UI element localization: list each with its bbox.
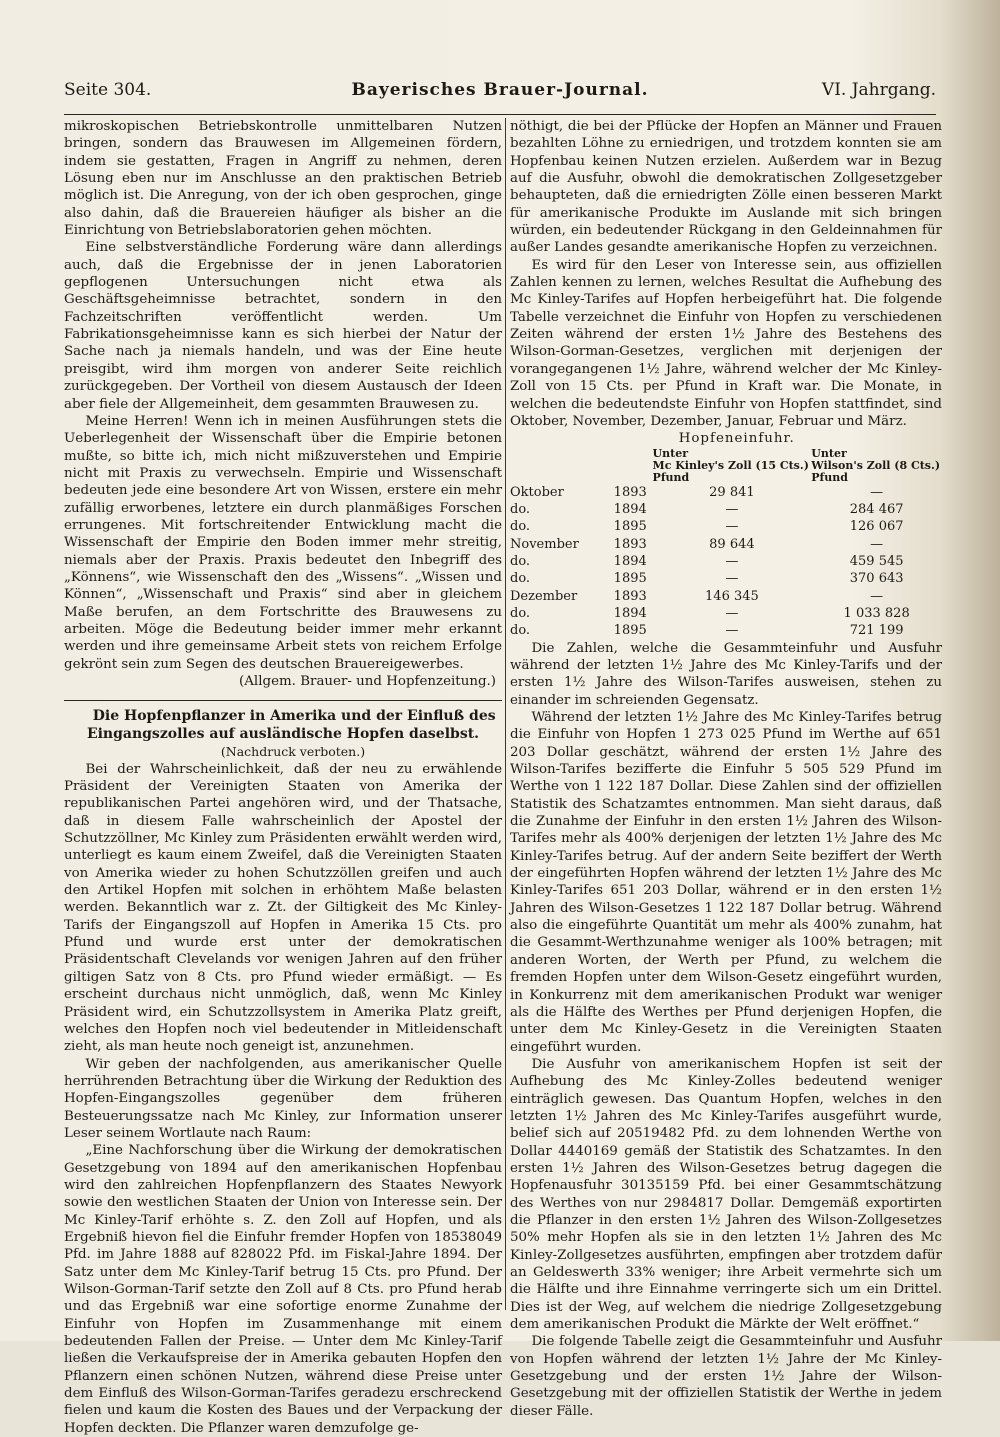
year-cell: 1894 [613,605,647,621]
source-note: (Allgem. Brauer- und Hopfenzeitung.) [239,674,496,689]
paragraph: Die Zahlen, welche die Gesammteinfuhr und Ausfuhr während der letzten 1½ Jahre des Mc Kinley-Tarifs und der ersten 1½ Jahre des Wilson-Tarifes ausweisen, stehen zu einander im schreienden Gegensatz. [510,640,942,708]
table-row [510,553,942,570]
year-cell: 1893 [613,588,647,604]
month-cell: November [510,536,579,552]
wilson-cell: — [870,588,884,604]
month-cell: do. [510,519,531,535]
section-rule [64,700,502,701]
year-cell: 1894 [613,553,647,569]
wilson-cell: 284 467 [849,501,904,517]
table-header-row [510,448,942,484]
year-cell: 1895 [613,623,647,639]
mckinley-cell: — [725,571,739,587]
paragraph: Meine Herren! Wenn ich in meinen Ausführungen stets die Ueberlegenheit der Wissenschaft über die Empirie betonen mußte, so bitte ich, mich nicht mißzuverstehen und Empirie nicht mit Praxis zu verwechseln. Empirie und Wissenschaft bedeuten jede eine besondere Art von Wissen, erstere ein mehr zufällig erworbenes, letztere ein durch planmäßiges Forschen errungenes. Mit fortschreitender Entwicklung macht die Wissenschaft der Empirie den Boden immer mehr streitig, niemals aber der Praxis. Praxis bedeutet den Inbegriff des „Könnens“, wie Wissenschaft den des „Wissens“. „Wissen und Können“, „Wissenschaft und Praxis“ sind aber in gleichem Maße berufen, an dem Fortschritte des Brauwesens zu arbeiten. Möge die Bedeutung beider immer mehr erkannt werden und ihre gemeinsame Arbeit stets von reichem Erfolge gekrönt sein zum Segen des deutschen Brauereigewerbes. [64,413,502,672]
table-row [510,622,942,639]
table-row [510,605,942,622]
table-row [510,501,942,518]
volume-label: VI. Jahrgang. [821,80,936,100]
mckinley-cell: 146 345 [705,588,759,604]
journal-title: Bayerisches Brauer-Journal. [351,80,649,100]
paragraph: Es wird für den Leser von Interesse sein, aus offiziellen Zahlen kennen zu lernen, welches Resultat die Aufhebung des Mc Kinley-Tarifes auf Hopfen herbeigeführt hat. Die folgende Tabelle verzeichnet die Einfuhr von Hopfen zu verschiedenen Zeiten während der ersten 1½ Jahre des Bestehens des Wilson-Gorman-Gesetzes, verglichen mit derjenigen der vorangegangenen 1½ Jahre, während welcher der Mc Kinley-Zoll von 15 Cts. per Pfund in Kraft war. Die Monate, in welchen die bedeutendste Einfuhr von Hopfen stattfindet, sind Oktober, November, Dezember, Januar, Februar und März. [510,257,942,429]
header-line: Mc Kinley's Zoll (15 Cts.) [652,458,809,472]
column-divider [505,118,506,1310]
table-row [510,518,942,535]
mckinley-cell: 89 644 [709,536,755,552]
paragraph: mikroskopischen Betriebskontrolle unmittelbaren Nutzen bringen, sondern das Brauwesen im Allgemeinen fördern, indem sie gestatten, Fragen in Angriff zu nehmen, deren Lösung eben nur im Anschlusse an den praktischen Betrieb möglich ist. Die Anregung, von der ich oben gesprochen, ginge also dahin, daß die Brauereien häufiger als bisher an die Einrichtung von Betriebslaboratorien gehen möchten. [64,119,502,239]
month-cell: do. [510,553,531,569]
wilson-cell: 370 643 [849,571,904,587]
table-row [510,570,942,587]
mckinley-column-header [653,448,812,484]
mckinley-cell: — [725,553,739,569]
table-row [510,484,942,501]
reprint-note: (Nachdruck verboten.) [220,744,366,760]
header-line: Pfund [811,470,848,484]
table-row [510,536,942,553]
year-cell: 1894 [613,501,647,517]
paragraph: nöthigt, die bei der Pflücke der Hopfen an Männer und Frauen bezahlten Löhne zu erniedrigen, und trotzdem konnten sie am Hopfenbau keinen Nutzen erzielen. Außerdem war in Bezug auf die Ausfuhr, obwohl die demokratischen Zollgesetzgeber behaupteten, daß die erniedrigten Zölle einen besseren Markt für amerikanische Produkte im Auslande mit sich bringen würden, ein bedeutender Rückgang in den Geldeinnahmen für außer Landes gesandte amerikanische Hopfen zu verzeichnen. [510,119,942,256]
page-number: Seite 304. [64,80,152,100]
mckinley-cell: — [725,501,739,517]
header-line: Unter [811,446,847,460]
article-title: Die Hopfenpflanzer in Amerika und der Einfluß des Eingangszolles auf ausländische Hopfen daselbst. [86,708,496,743]
wilson-cell: — [870,536,884,552]
header-line: Pfund [652,470,690,484]
year-cell: 1895 [613,519,647,535]
paragraph: Während der letzten 1½ Jahre des Mc Kinley-Tarifes betrug die Einfuhr von Hopfen 1 273 025 Pfund im Werthe auf 651 203 Dollar geschätzt, während der ersten 1½ Jahre des Wilson-Tarifes bezifferte die Einfuhr 5 505 529 Pfund im Werthe von 1 122 187 Dollar. Diese Zahlen sind der offiziellen Statistik des Schatzamtes entnommen. Man sieht daraus, daß die Zunahme der Einfuhr in den ersten 1½ Jahren des Wilson-Tarifes mehr als 400% derjenigen der letzten 1½ Jahre des Mc Kinley-Tarifes betrug. Auf der andern Seite beziffert der Werth der eingeführten Hopfen während der letzten 1½ Jahre des Mc Kinley-Tarifes 651 203 Dollar, während er in den ersten 1½ Jahren des Wilson-Gesetzes 1 122 187 Dollar betrug. Während also die eingeführte Quantität um mehr als 400% zunahm, hat die Gesammt-Werthzunahme weniger als 100% betragen; mit anderen Worten, der Werth per Pfund, zu welchem die fremden Hopfen unter dem Wilson-Gesetz eingeführt wurden, in Konkurrenz mit dem amerikanischen Produkt war weniger als die Hälfte des Werthes per Pfund derjenigen Hopfen, die unter dem Mc Kinley-Gesetz in die Vereinigten Staaten eingeführt wurden. [510,710,942,1055]
wilson-cell: 721 199 [849,623,904,639]
wilson-cell: — [870,484,884,500]
header-line: Wilson's Zoll (8 Cts.) [811,458,941,472]
mckinley-cell: — [725,623,739,639]
month-cell: do. [510,501,531,517]
right-column [510,118,942,1420]
mckinley-cell: 29 841 [709,484,755,500]
month-cell: do. [510,571,531,587]
left-column [64,118,502,1437]
year-cell: 1893 [613,484,647,500]
header-line: Unter [652,446,689,460]
paragraph: Die Ausfuhr von amerikanischem Hopfen ist seit der Aufhebung des Mc Kinley-Zolles bedeutend weniger einträglich gewesen. Das Quantum Hopfen, welches in den letzten 1½ Jahren des Mc Kinley-Tarifes ausgeführt wurde, belief sich auf 20519482 Pfd. zu dem lohnenden Werthe von Dollar 4440169 gemäß der Statistik des Schatzamtes. In den ersten 1½ Jahren des Wilson-Gesetzes betrug dagegen die Hopfenausfuhr 30135159 Pfd. bei einer Gesammtschätzung des Werthes von nur 2984817 Dollar. Demgemäß exportirten die Pflanzer in den ersten 1½ Jahren des Wilson-Zollgesetzes 50% mehr Hopfen als sie in den letzten 1½ Jahren des Mc Kinley-Zollgesetzes ausführten, empfingen aber trotzdem dafür an Geldeswerth 33% weniger; ihre Arbeit vermehrte sich um die Hälfte und ihre Einnahme verringerte sich um ein Drittel. Dies ist der Weg, auf welchem die niedrige Zollgesetzgebung dem amerikanischen Produkt die Märkte der Welt eröffnet.“ [510,1056,942,1333]
year-cell: 1895 [613,571,647,587]
wilson-column-header [811,448,942,484]
month-cell: do. [510,605,531,621]
paragraph: Bei der Wahrscheinlichkeit, daß der neu zu erwählende Präsident der Vereinigten Staaten von Amerika der republikanischen Partei angehören wird, und der Thatsache, daß in diesem Falle wahrscheinlich der Apostel der Schutzzöllner, Mc Kinley zum Präsidenten erwählt werden wird, unterliegt es kaum einem Zweifel, daß die Vereinigten Staaten von Amerika wieder zu hohen Schutzzöllen greifen und auch den Artikel Hopfen mit solchen in erhöhtem Maße belasten werden. Bekanntlich war z. Zt. der Giltigkeit des Mc Kinley-Tarifs der Eingangszoll auf Hopfen in Amerika 15 Cts. pro Pfund und wurde erst unter der demokratischen Präsidentschaft Clevelands vor wenigen Jahren auf den früher giltigen Satz von 8 Cts. pro Pfund wieder ermäßigt. — Es erscheint durchaus nicht unmöglich, daß, wenn Mc Kinley Präsident wird, ein Schutzzollsystem in Amerika Platz greift, welches den Hopfen noch viel bedeutender in Mitleidenschaft zieht, als man heute noch geneigt ist, anzunehmen. [64,761,502,1055]
wilson-cell: 1 033 828 [843,605,910,621]
paragraph: „Eine Nachforschung über die Wirkung der demokratischen Gesetzgebung von 1894 auf den amerikanischen Hopfenbau wird den zahlreichen Hopfenpflanzern des Staates Newyork sowie den westlichen Staaten der Union von Interesse sein. Der Mc Kinley-Tarif erhöhte s. Z. den Zoll auf Hopfen, und als Ergebniß hievon fiel die Einfuhr fremder Hopfen von 18538049 Pfd. im Jahre 1888 auf 828022 Pfd. im Fiskal-Jahre 1894. Der Satz unter dem Mc Kinley-Tarif betrug 15 Cts. pro Pfund. Der Wilson-Gorman-Tarif setzte den Zoll auf 8 Cts. pro Pfund herab und das Ergebniß war eine sofortige enorme Zunahme der Einfuhr von Hopfen im Zusammenhange mit einem bedeutenden Fallen der Preise. — Unter dem Mc Kinley-Tarif ließen die Verkaufspreise der in Amerika gebauten Hopfen den Pflanzern einen schönen Nutzen, während diese Preise unter dem Einfluß des Wilson-Gorman-Tarifes geradezu erschreckend fielen und kaum die Kosten des Baues und der Verpackung der Hopfen deckten. Die Pflanzer waren demzufolge ge- [64,1143,502,1436]
header-rule [64,114,936,115]
wilson-cell: 126 067 [849,519,904,535]
mckinley-cell: — [725,605,739,621]
wilson-cell: 459 545 [849,553,904,569]
month-cell: Oktober [510,484,564,500]
table-row [510,588,942,605]
table-title: Hopfeneinfuhr. [678,431,795,447]
year-cell: 1893 [613,536,647,552]
month-cell: do. [510,623,531,639]
paragraph: Die folgende Tabelle zeigt die Gesammteinfuhr und Ausfuhr von Hopfen während der letzten 1½ Jahre der Mc Kinley-Gesetzgebung und der ersten 1½ Jahre der Wilson-Gesetzgebung mit der offiziellen Statistik der Werthe in jedem dieser Fälle. [510,1334,942,1419]
mckinley-cell: — [725,519,739,535]
import-table [510,448,942,640]
page-header [64,80,936,106]
month-cell: Dezember [510,588,578,604]
paragraph: Wir geben der nachfolgenden, aus amerikanischer Quelle herrührenden Betrachtung über die Wirkung der Reduktion des Hopfen-Eingangszolles gegenüber dem früheren Besteuerungssatze nach Mc Kinley, zur Information unserer Leser seinem Wortlaute nach Raum: [64,1056,502,1141]
paragraph: Eine selbstverständliche Forderung wäre dann allerdings auch, daß die Ergebnisse der in jenen Laboratorien gepflogenen Untersuchungen nicht etwa als Geschäftsgeheimnisse betrachtet, sondern in den Fachzeitschriften veröffentlicht werden. Um Fabrikationsgeheimnisse kann es sich hierbei der Natur der Sache nach ja niemals handeln, und was der Eine heute preisgibt, wird ihm morgen von anderer Seite reichlich zurückgegeben. Der Vortheil von diesem Austausch der Ideen aber fiele der Allgemeinheit, dem gesammten Brauwesen zu. [64,240,502,412]
